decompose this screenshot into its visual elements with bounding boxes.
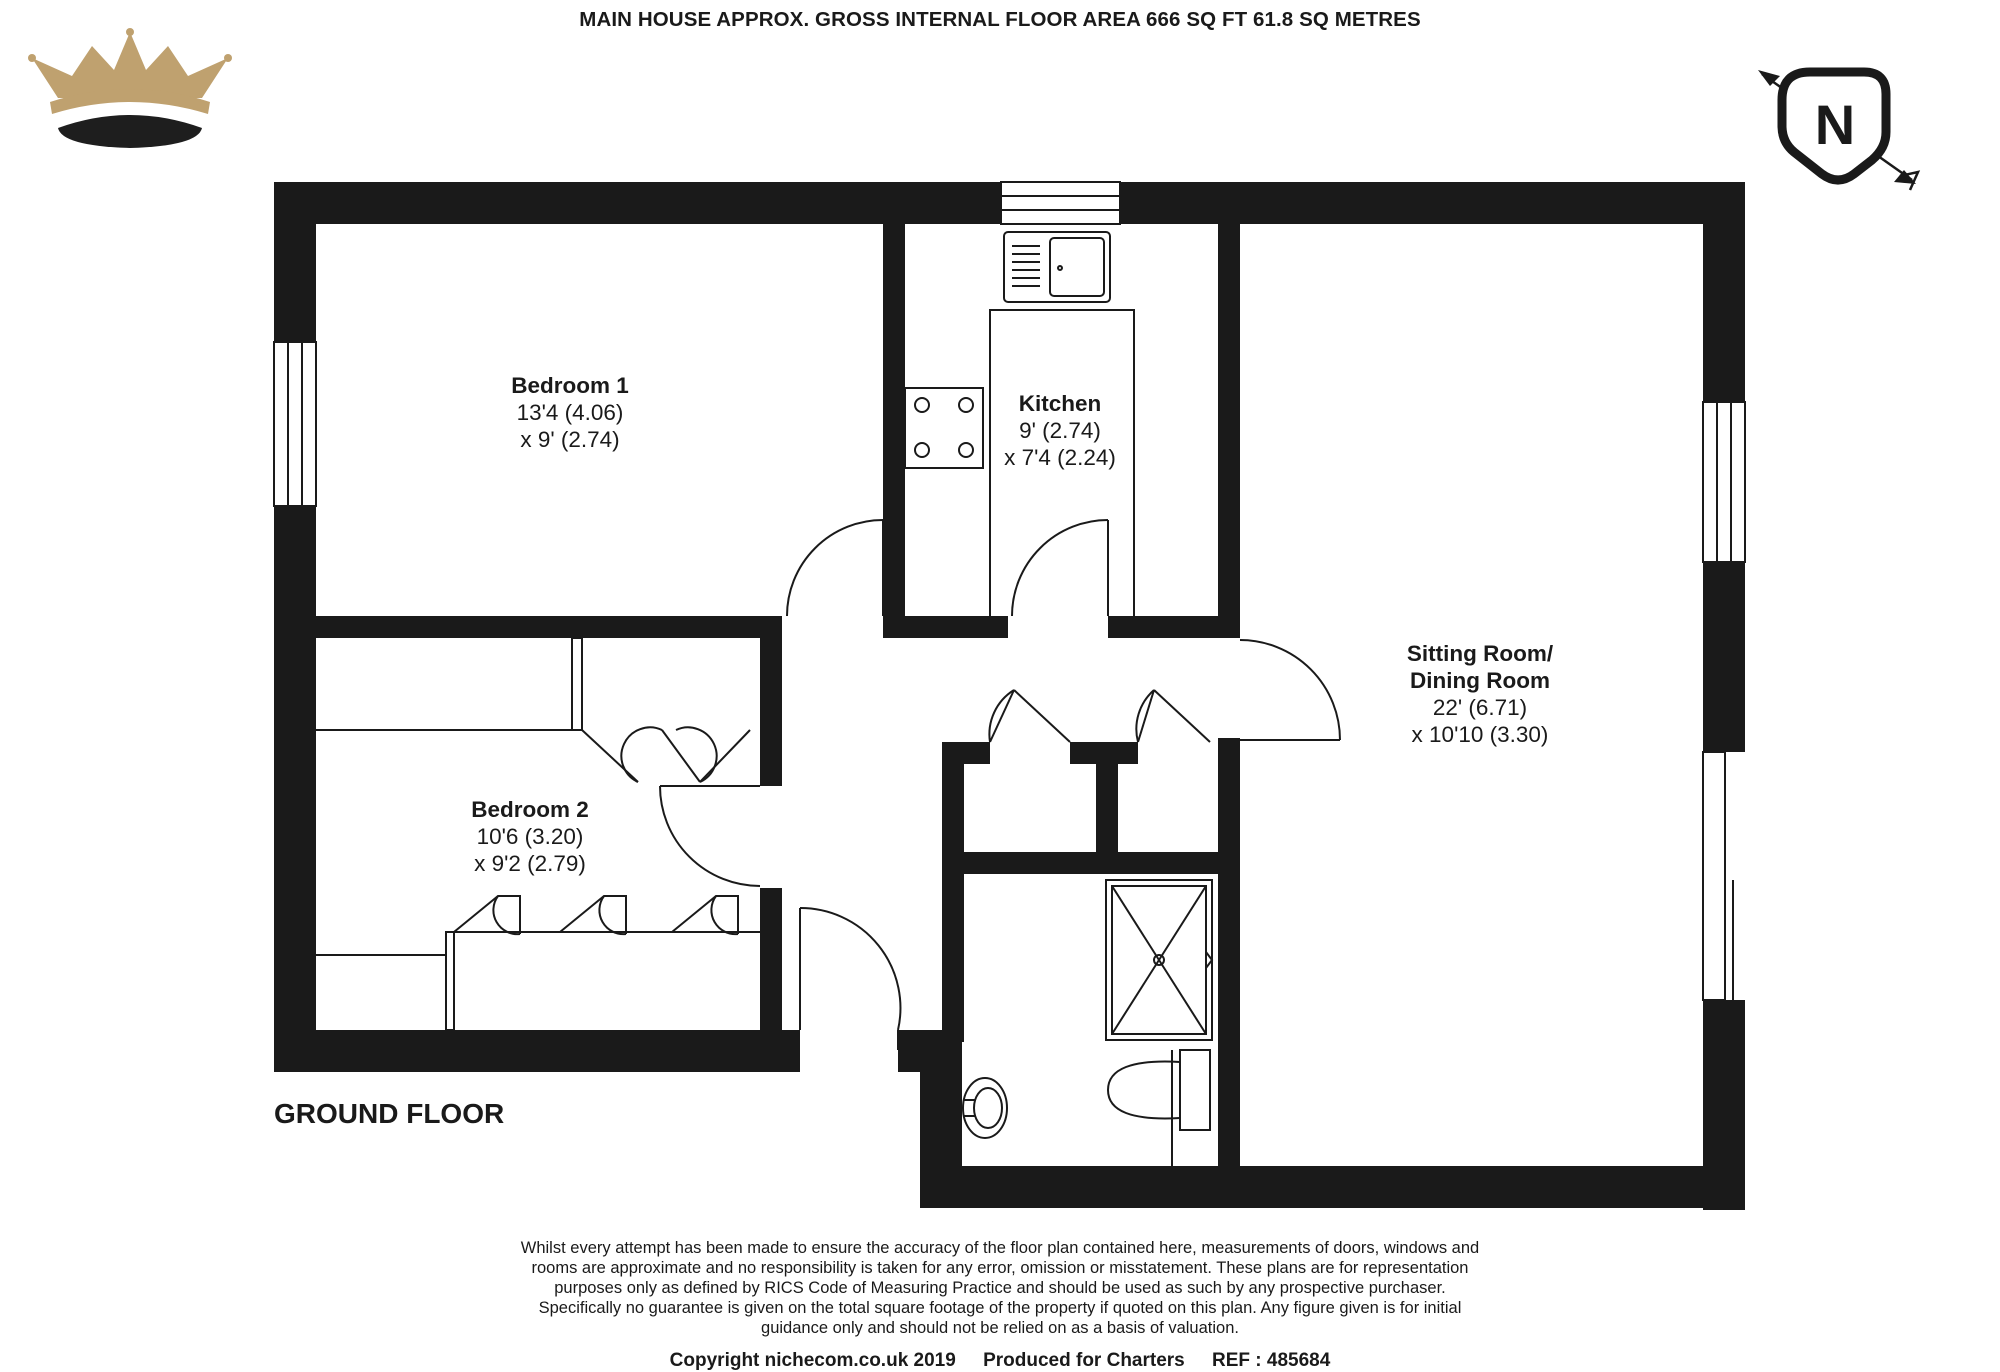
room-name: Sitting Room/	[1406, 641, 1554, 666]
disclaimer-line: Specifically no guarantee is given on the total square footage of the property if quoted on this plan. Any figure given is for initial	[538, 1299, 1462, 1317]
copyright-text: Copyright nichecom.co.uk 2019	[669, 1350, 956, 1371]
room-name: Dining Room	[1410, 668, 1550, 693]
room-name: Bedroom 1	[511, 373, 629, 398]
room-label-sitting-dining-room	[1370, 640, 1590, 748]
room-dimension: x 9' (2.74)	[520, 427, 620, 452]
room-label-bedroom-1	[470, 372, 670, 453]
produced-for-text: Produced for Charters	[983, 1350, 1185, 1371]
room-label-bedroom-2	[430, 796, 630, 877]
room-dimension: x 9'2 (2.79)	[474, 851, 586, 876]
disclaimer-line: purposes only as defined by RICS Code of Measuring Practice and should be used as such by any prospective purchaser.	[554, 1279, 1446, 1297]
floor-area-title: MAIN HOUSE APPROX. GROSS INTERNAL FLOOR AREA 666 SQ FT 61.8 SQ METRES	[579, 8, 1421, 31]
disclaimer-line: rooms are approximate and no responsibility is taken for any error, omission or misstatement. These plans are for representation	[531, 1259, 1469, 1277]
reference-text: REF : 485684	[1212, 1350, 1331, 1371]
room-dimension: 9' (2.74)	[1019, 418, 1101, 443]
footer	[0, 1351, 2000, 1371]
disclaimer-text	[450, 1238, 1550, 1338]
room-dimension: 10'6 (3.20)	[476, 824, 584, 849]
room-name: Bedroom 2	[471, 797, 589, 822]
plan-windows	[274, 182, 1745, 1000]
room-name: Kitchen	[1018, 391, 1102, 416]
disclaimer-line: guidance only and should not be relied on as a basis of valuation.	[761, 1319, 1239, 1337]
room-dimension: x 7'4 (2.24)	[1004, 445, 1116, 470]
compass-n-label: N	[1814, 93, 1856, 156]
room-label-kitchen	[960, 390, 1160, 471]
floor-label: GROUND FLOOR	[274, 1098, 505, 1129]
disclaimer-line: Whilst every attempt has been made to ensure the accuracy of the floor plan contained here, measurements of doors, windows and	[520, 1239, 1480, 1257]
room-dimension: x 10'10 (3.30)	[1411, 722, 1549, 747]
room-dimension: 22' (6.71)	[1432, 695, 1528, 720]
room-dimension: 13'4 (4.06)	[516, 400, 624, 425]
